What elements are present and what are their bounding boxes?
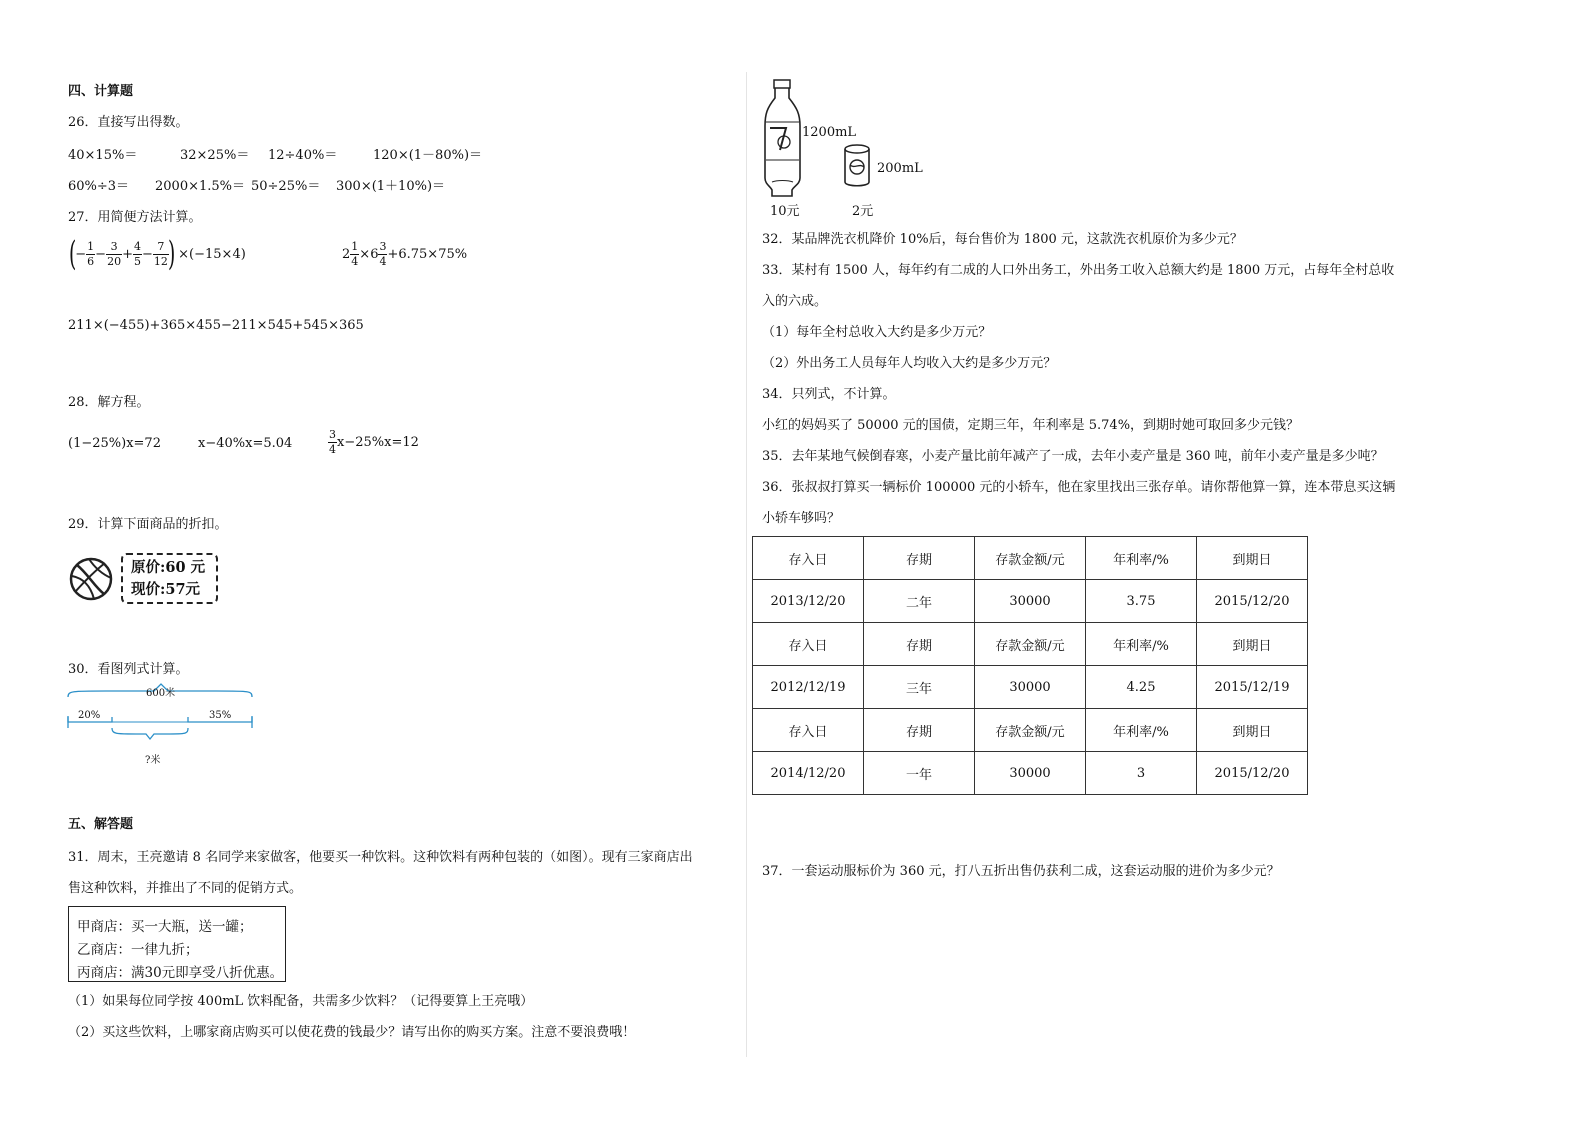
table-cell: 2015/12/20 — [1197, 580, 1308, 623]
fraction: $\frac{7}{12}$ — [153, 239, 168, 268]
table-header-row — [753, 623, 1308, 666]
table-header-cell: 年利率/% — [1086, 623, 1197, 666]
q28-title: 28．解方程。 — [68, 395, 150, 410]
q31-line-2: 售这种饮料，并推出了不同的促销方式。 — [68, 881, 303, 896]
operator: − — [141, 246, 153, 262]
unknown-length-label: ?米 — [145, 755, 161, 766]
table-cell: 一年 — [864, 752, 975, 795]
expression-tail: +6.75×75% — [387, 246, 468, 262]
q26-item: 50÷25%＝ — [251, 179, 321, 194]
q26-item: 2000×1.5%＝ — [155, 179, 246, 194]
table-cell: 2014/12/20 — [753, 752, 864, 795]
q28-equation-2: x−40%x=5.04 — [198, 436, 293, 451]
q35: 35．去年某地气候倒春寒，小麦产量比前年减产了一成，去年小麦产量是 360 吨，前年小麦产量是多少吨？ — [762, 449, 1384, 464]
fraction: $\frac{1}{4}$ — [351, 239, 359, 268]
operator: − — [95, 246, 107, 262]
q27-expression-1 — [66, 234, 246, 274]
table-cell: 4.25 — [1086, 666, 1197, 709]
q34-title: 34．只列式，不计算。 — [762, 387, 896, 402]
can-icon — [842, 143, 872, 189]
q29-title: 29．计算下面商品的折扣。 — [68, 517, 228, 532]
shop-b: 乙商店：一律九折； — [77, 942, 199, 958]
table-cell: 2013/12/20 — [753, 580, 864, 623]
table-cell: 30000 — [975, 752, 1086, 795]
table-cell: 3 — [1086, 752, 1197, 795]
q27-title: 27．用简便方法计算。 — [68, 210, 202, 225]
table-header-cell: 年利率/% — [1086, 709, 1197, 752]
bottle-volume: 1200mL — [802, 125, 857, 140]
table-header-cell: 年利率/% — [1086, 537, 1197, 580]
fraction: $\frac{3}{20}$ — [107, 239, 122, 268]
equation-tail: x−25%x=12 — [337, 434, 419, 450]
bottle-price: 10元 — [770, 204, 800, 219]
q26-item: 32×25%＝ — [180, 148, 250, 163]
left-percent-label: 20% — [78, 710, 101, 721]
q26-item: 120×(1－80%)＝ — [373, 148, 483, 163]
table-header-cell: 存期 — [864, 709, 975, 752]
table-header-cell: 存入日 — [753, 537, 864, 580]
total-length-label: 600米 — [146, 688, 176, 699]
right-paren: ) — [167, 234, 176, 274]
whole-number: 6 — [370, 246, 379, 262]
table-header-cell: 到期日 — [1197, 709, 1308, 752]
table-header-cell: 到期日 — [1197, 623, 1308, 666]
original-price: 原价:60 元 — [131, 559, 206, 576]
q30-title: 30．看图列式计算。 — [68, 662, 189, 677]
q26-title: 26．直接写出得数。 — [68, 115, 189, 130]
operator: + — [122, 246, 133, 262]
table-header-row — [753, 709, 1308, 752]
table-cell: 2015/12/20 — [1197, 752, 1308, 795]
q28-equation-1: (1−25%)x=72 — [68, 436, 161, 451]
can-volume: 200mL — [877, 161, 923, 176]
table-cell: 二年 — [864, 580, 975, 623]
basketball-icon — [68, 556, 114, 602]
table-header-cell: 存期 — [864, 623, 975, 666]
table-cell: 30000 — [975, 666, 1086, 709]
deposit-table — [752, 536, 1308, 795]
q34-body: 小红的妈妈买了 50000 元的国债，定期三年，年利率是 5.74%，到期时她可取回多少元钱？ — [762, 418, 1300, 433]
q36-line-1: 36．张叔叔打算买一辆标价 100000 元的小轿车，他在家里找出三张存单。请你帮他算一算，连本带息买这辆 — [762, 480, 1396, 495]
operator: − — [75, 246, 87, 262]
table-header-row — [753, 537, 1308, 580]
q33-sub-1: （1）每年全村总收入大约是多少万元？ — [762, 325, 992, 340]
q31-sub-1: （1）如果每位同学按 400mL 饮料配备，共需多少饮料？（记得要算上王亮哦） — [68, 994, 534, 1009]
operator: × — [359, 246, 371, 262]
q27-expression-2 — [342, 236, 467, 272]
q26-item: 40×15%＝ — [68, 148, 138, 163]
q32: 32．某品牌洗衣机降价 10%后，每台售价为 1800 元，这款洗衣机原价为多少元？ — [762, 232, 1243, 247]
q28-equation-3 — [328, 424, 419, 460]
section4-title: 四、计算题 — [68, 84, 134, 99]
right-percent-label: 35% — [209, 710, 232, 721]
fraction: $\frac{3}{4}$ — [379, 239, 387, 268]
fraction: $\frac{4}{5}$ — [133, 239, 141, 268]
q33-line-1: 33．某村有 1500 人，每年约有二成的人口外出务工，外出务工收入总额大约是 1800 万元，占每年全村总收 — [762, 263, 1395, 278]
q27-expression-3: 211×(−455)+365×455−211×545+545×365 — [68, 318, 364, 333]
table-header-cell: 存入日 — [753, 709, 864, 752]
q33-line-2: 入的六成。 — [762, 294, 828, 309]
table-header-cell: 存入日 — [753, 623, 864, 666]
section5-title: 五、解答题 — [68, 817, 134, 832]
left-paren: ( — [68, 234, 77, 274]
table-header-cell: 存款金额/元 — [975, 709, 1086, 752]
table-header-cell: 存款金额/元 — [975, 537, 1086, 580]
q26-item: 300×(1＋10%)＝ — [336, 179, 446, 194]
q26-item: 60%÷3＝ — [68, 179, 130, 194]
q31-line-1: 31．周末，王亮邀请 8 名同学来家做客，他要买一种饮料。这种饮料有两种包装的（如图）。现有三家商店出 — [68, 850, 693, 865]
shop-c: 丙商店：满30元即享受八折优惠。 — [77, 965, 284, 981]
table-cell: 2015/12/19 — [1197, 666, 1308, 709]
q36-line-2: 小轿车够吗？ — [762, 511, 841, 526]
table-header-cell: 存期 — [864, 537, 975, 580]
q31-sub-2: （2）买这些饮料，上哪家商店购买可以使花费的钱最少？请写出你的购买方案。注意不要浪费哦！ — [68, 1025, 636, 1040]
table-cell: 三年 — [864, 666, 975, 709]
column-divider — [746, 72, 747, 1057]
table-cell: 30000 — [975, 580, 1086, 623]
shop-promotion-box — [68, 906, 286, 982]
expression-tail: ×(−15×4) — [178, 246, 246, 262]
table-row — [753, 666, 1308, 709]
table-cell: 2012/12/19 — [753, 666, 864, 709]
table-header-cell: 到期日 — [1197, 537, 1308, 580]
fraction: $\frac{3}{4}$ — [329, 427, 336, 456]
q37: 37．一套运动服标价为 360 元，打八五折出售仍获利二成，这套运动服的进价为多少元？ — [762, 864, 1280, 879]
table-header-cell: 存款金额/元 — [975, 623, 1086, 666]
table-row — [753, 580, 1308, 623]
shop-a: 甲商店：买一大瓶，送一罐； — [77, 919, 253, 935]
whole-number: 2 — [342, 246, 351, 262]
q33-sub-2: （2）外出务工人员每年人均收入大约是多少万元？ — [762, 356, 1057, 371]
fraction: $\frac{1}{6}$ — [87, 239, 95, 268]
can-price: 2元 — [852, 204, 874, 219]
table-row — [753, 752, 1308, 795]
q26-item: 12÷40%＝ — [268, 148, 338, 163]
bottle-icon — [762, 78, 804, 200]
table-cell: 3.75 — [1086, 580, 1197, 623]
current-price: 现价:57元 — [131, 581, 201, 598]
